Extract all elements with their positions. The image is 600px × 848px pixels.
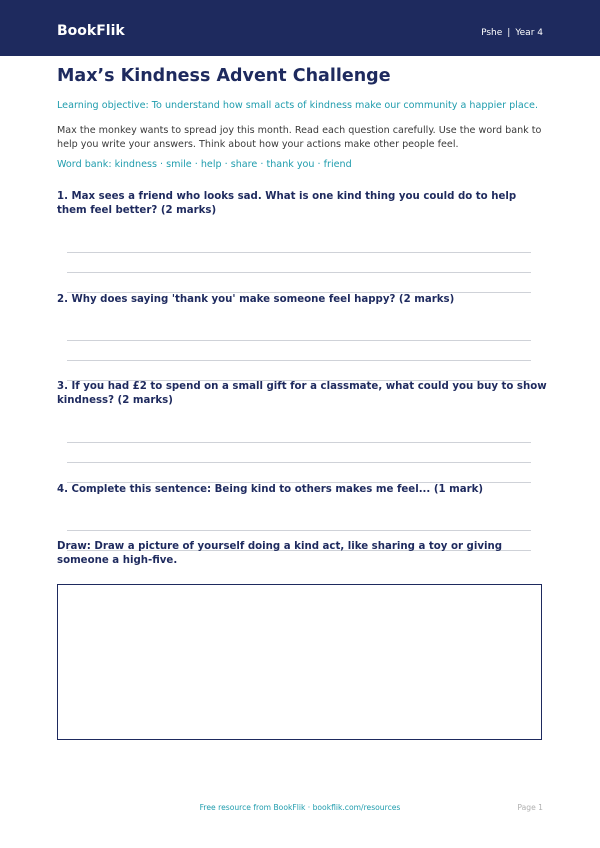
page-number: Page 1 (517, 803, 543, 812)
question-3: 3. If you had £2 to spend on a small gift for a classmate, what could you buy to show kindness? (2 marks) (57, 381, 547, 406)
word-bank: Word bank: kindness · smile · help · share · thank you · friend (57, 159, 352, 170)
year-label: Year 4 (515, 28, 543, 38)
question-2: 2. Why does saying 'thank you' make someone feel happy? (2 marks) (57, 294, 455, 305)
question-4: 4. Complete this sentence: Being kind to others makes me feel... (1 mark) (57, 484, 484, 495)
answer-line[interactable] (67, 252, 531, 253)
header-bar (0, 0, 600, 56)
answer-line[interactable] (67, 340, 531, 341)
brand-logo-text: BookFlik (57, 23, 125, 39)
question-1: 1. Max sees a friend who looks sad. What is one kind thing you could do to help them feel better? (2 marks) (57, 191, 517, 216)
subject-year-label (481, 28, 543, 38)
draw-task-prompt: Draw: Draw a picture of yourself doing a kind act, like sharing a toy or giving someone a high-five. (57, 541, 502, 566)
subject-label: Pshe (481, 28, 503, 38)
meta-separator: | (507, 28, 511, 38)
intro-paragraph: Max the monkey wants to spread joy this month. Read each question carefully. Use the word bank to help you write your answers. Think about how your actions make other people feel. (57, 125, 542, 150)
page-title: Max’s Kindness Advent Challenge (57, 66, 391, 86)
answer-line[interactable] (67, 530, 531, 531)
answer-line[interactable] (67, 272, 531, 273)
footer-credit[interactable]: Free resource from BookFlik · bookflik.com/resources (199, 803, 401, 812)
answer-line[interactable] (67, 360, 531, 361)
drawing-box[interactable] (57, 584, 542, 740)
answer-line[interactable] (67, 442, 531, 443)
learning-objective: Learning objective: To understand how small acts of kindness make our community a happier place. (57, 100, 538, 111)
answer-line[interactable] (67, 462, 531, 463)
